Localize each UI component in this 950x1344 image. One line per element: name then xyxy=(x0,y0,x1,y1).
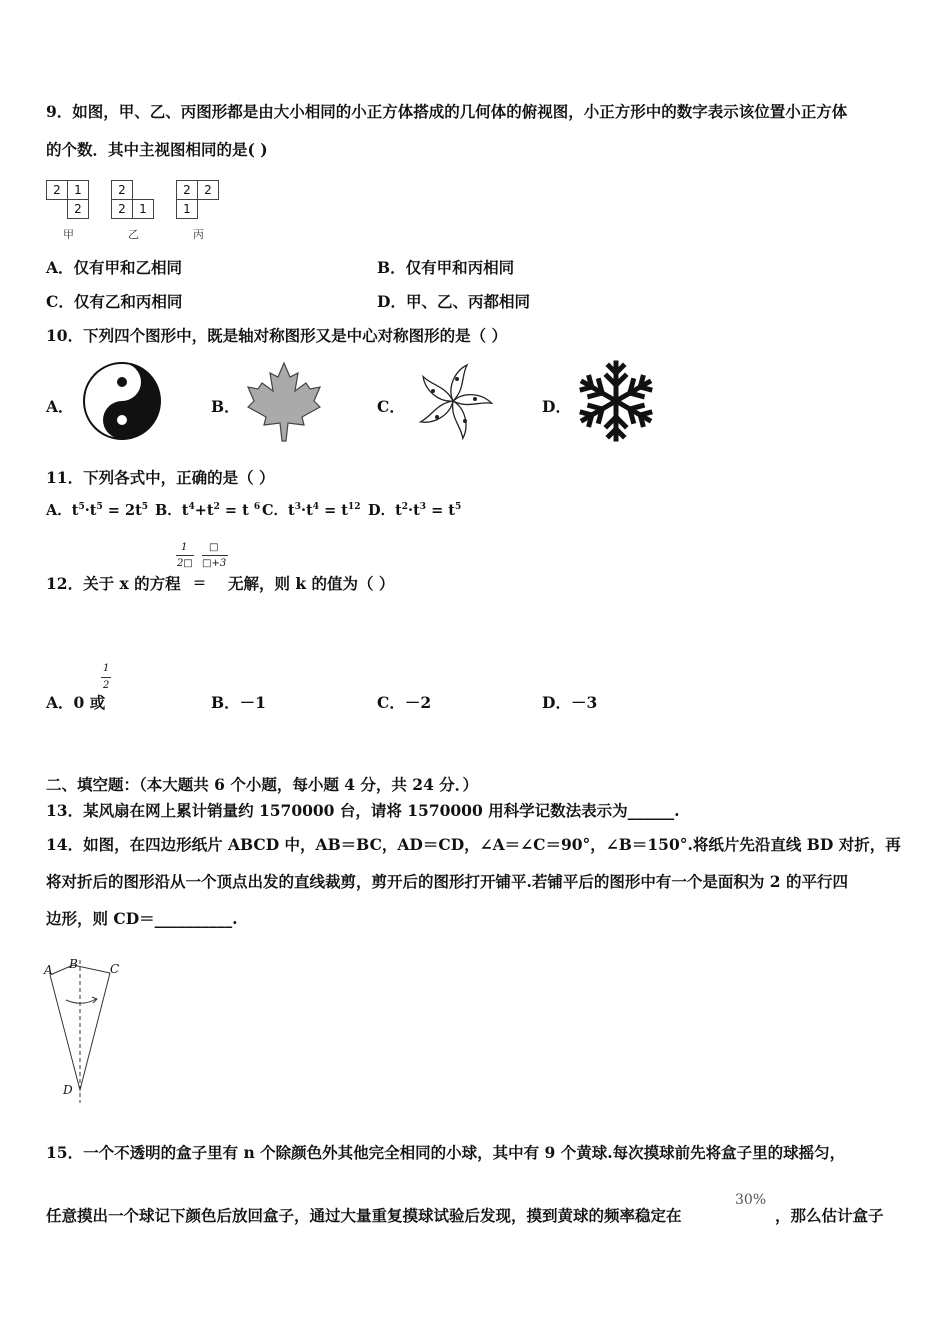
maple-leaf-image xyxy=(240,357,328,445)
q11c-exp2: 4 xyxy=(312,502,320,512)
q11a-exp2: 5 xyxy=(96,502,103,512)
yi-cell: 2 xyxy=(111,180,133,200)
bing-cell: 1 xyxy=(176,199,198,219)
q10-label-c: C． xyxy=(377,397,405,416)
q14-figure xyxy=(40,955,130,1105)
q12-frac2-bar xyxy=(202,555,228,556)
q11c-base: C．t xyxy=(262,502,295,519)
q9-option-a: A．仅有甲和乙相同 xyxy=(46,258,183,277)
q9-option-d: D．甲、乙、丙都相同 xyxy=(377,292,530,311)
q11b-exp2: 2 xyxy=(213,502,220,512)
q11a-exp1: 5 xyxy=(78,502,85,512)
q14-line3: 边形，则 CD＝__________. xyxy=(46,909,238,928)
yi-cell: 2 xyxy=(111,199,133,219)
label-d: D xyxy=(63,1083,73,1097)
section-title: 二、填空题：（本大题共 6 个小题，每小题 4 分，共 24 分．） xyxy=(46,775,479,794)
q11c-exp1: 3 xyxy=(294,502,302,512)
q9-line1: 9．如图，甲、乙、丙图形都是由大小相同的小正方体搭成的几何体的俯视图，小正方形中的数字表示该位置小正方体 xyxy=(46,102,848,121)
caption-jia: 甲 xyxy=(63,228,74,241)
q12-option-c: C．－2 xyxy=(377,693,432,712)
q12-option-d: D．－3 xyxy=(542,693,598,712)
yi-cell: 1 xyxy=(132,199,154,219)
q10-label-a: A． xyxy=(46,397,74,416)
jia-cell: 1 xyxy=(67,180,89,200)
q11b-exp1: 4 xyxy=(188,502,195,512)
q11-option-c xyxy=(262,504,361,519)
snowflake-image xyxy=(572,357,660,445)
q14-line2: 将对折后的图形沿从一个顶点出发的直线裁剪，剪开后的图形打开铺平.若铺平后的图形中有一个是面积为 2 的平行四 xyxy=(46,872,848,891)
q11d-exp1: 2 xyxy=(401,502,409,512)
q12-frac1-den: 2□ xyxy=(177,558,193,569)
label-c: C xyxy=(110,962,120,976)
label-b: B xyxy=(69,957,78,971)
q13-question: 13．某风扇在网上累计销量约 1570000 台，请将 1570000 用科学记数法表示为______. xyxy=(46,801,680,820)
q11d-mid: ·t xyxy=(408,502,420,519)
q11-option-d xyxy=(368,504,461,519)
q9-line2: 的个数．其中主视图相同的是( ) xyxy=(46,140,268,159)
q12-question-end: 无解，则 k 的值为（ ） xyxy=(228,574,395,593)
q15-line1: 15．一个不透明的盒子里有 n 个除颜色外其他完全相同的小球，其中有 9 个黄球.每次摸球前先将盒子里的球摇匀， xyxy=(46,1143,846,1162)
q15-line2-start: 任意摸出一个球记下颜色后放回盒子，通过大量重复摸球试验后发现，摸到黄球的频率稳定在 xyxy=(46,1206,682,1225)
q12-frac2-num: □ xyxy=(209,542,219,553)
q12-equals: = xyxy=(193,574,206,592)
bing-cell: 2 xyxy=(197,180,219,200)
q11d-exp2: 3 xyxy=(419,502,427,512)
label-a: A xyxy=(44,963,53,977)
bing-cell: 2 xyxy=(176,180,198,200)
q11b-base: B．t xyxy=(155,502,189,519)
q11d-exp3: 5 xyxy=(455,502,462,512)
q12a-num: 1 xyxy=(103,663,110,674)
q15-line2-end: ，那么估计盒子 xyxy=(775,1206,884,1225)
q11a-mid: ·t xyxy=(84,502,97,519)
q11b-post: = t xyxy=(219,502,254,519)
q12-frac2-den: □+3 xyxy=(202,558,227,569)
caption-yi: 乙 xyxy=(128,228,139,241)
q11a-exp3: 5 xyxy=(141,502,149,512)
q10-label-d: D． xyxy=(542,397,571,416)
q11-option-b xyxy=(155,504,260,519)
q11c-exp3: 12 xyxy=(347,502,361,512)
bauhinia-image xyxy=(405,357,501,445)
q9-option-b: B．仅有甲和丙相同 xyxy=(377,258,515,277)
q12-option-a: A．0 或 xyxy=(46,693,106,712)
q12-frac1-num: 1 xyxy=(181,542,188,553)
q11c-post: = t xyxy=(319,502,348,519)
q12-question-start: 12．关于 x 的方程 xyxy=(46,574,181,593)
jia-cell: 2 xyxy=(67,199,89,219)
q12a-bar xyxy=(101,677,111,678)
q10-label-b: B． xyxy=(211,397,240,416)
q9-option-c: C．仅有乙和丙相同 xyxy=(46,292,183,311)
q11a-base: A．t xyxy=(46,502,79,519)
q12a-den: 2 xyxy=(103,680,110,691)
q11-option-a xyxy=(46,504,148,519)
yin-yang-image xyxy=(77,357,167,445)
jia-cell: 2 xyxy=(46,180,68,200)
q11a-post: = 2t xyxy=(102,502,142,519)
q12-frac1-bar xyxy=(176,555,194,556)
caption-bing: 丙 xyxy=(193,228,204,241)
q12-option-b: B．－1 xyxy=(211,693,266,712)
q11c-mid: ·t xyxy=(301,502,313,519)
q11-question: 11．下列各式中，正确的是（ ） xyxy=(46,468,275,487)
q15-percent: 30% xyxy=(735,1192,767,1208)
q10-question: 10．下列四个图形中，既是轴对称图形又是中心对称图形的是（ ） xyxy=(46,326,507,345)
q11b-exp3: 6 xyxy=(253,502,261,512)
q11d-post: = t xyxy=(426,502,456,519)
q14-line1: 14．如图，在四边形纸片 ABCD 中，AB＝BC，AD＝CD，∠A＝∠C＝90°，∠B＝150°.将纸片先沿直线 BD 对折，再 xyxy=(46,835,901,854)
q11b-mid: +t xyxy=(194,502,214,519)
q11d-base: D．t xyxy=(368,502,402,519)
